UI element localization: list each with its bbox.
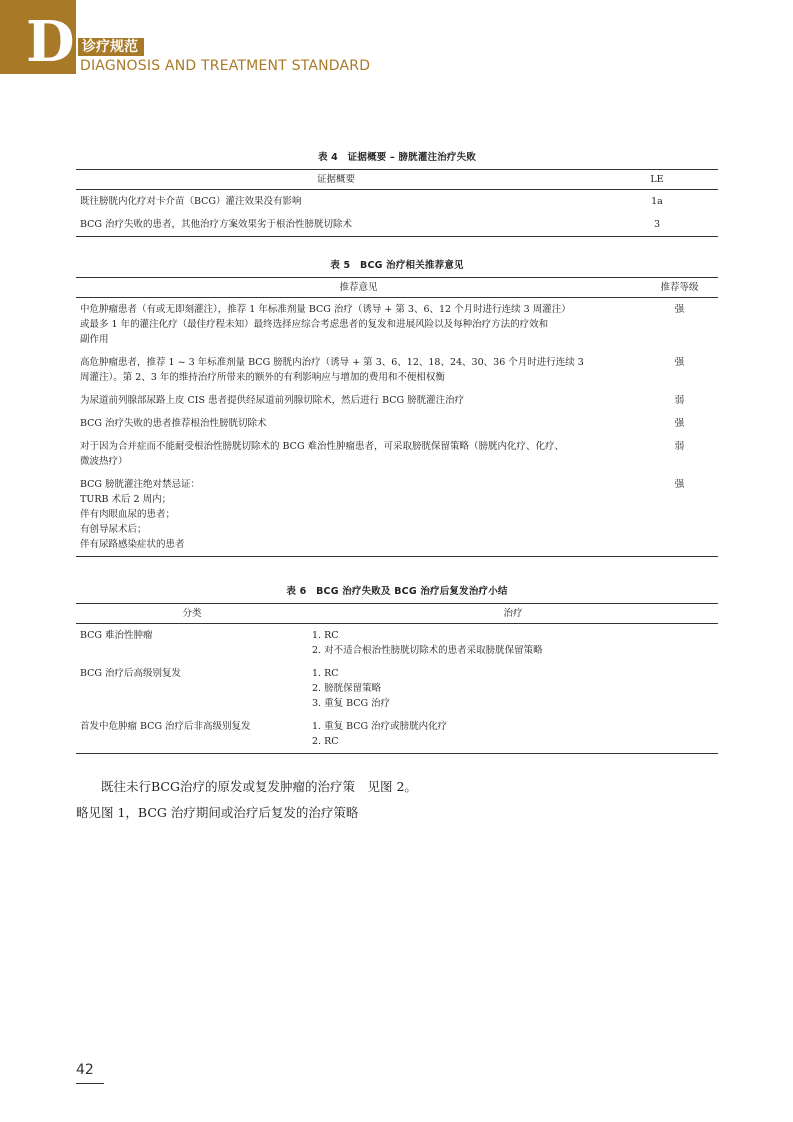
table-5-cell-text: 对于因为合并症而不能耐受根治性膀胱切除术的 BCG 难治性肿瘤患者，可采取膀胱保留策略（膀胱内化疗、化疗、 微波热疗） xyxy=(80,441,565,467)
table-6 xyxy=(76,584,718,754)
table-5 xyxy=(76,258,718,557)
table-6-cell-treatment: 1. RC 2. 膀胱保留策略 3. 重复 BCG 治疗 xyxy=(312,668,391,709)
table-5-cell-grade: 强 xyxy=(641,473,718,557)
table-4-caption: 表 4 证据概要 – 膀胱灌注治疗失败 xyxy=(317,152,477,163)
body-paragraph xyxy=(76,774,718,826)
table-5-caption: 表 5 BCG 治疗相关推荐意见 xyxy=(330,260,464,271)
header-letter: D xyxy=(26,9,75,75)
table-row xyxy=(76,389,718,412)
table-6-cell-treatment: 1. RC 2. 对不适合根治性膀胱切除术的患者采取膀胱保留策略 xyxy=(312,630,543,656)
table-row xyxy=(76,351,718,389)
header-title-cn: 诊疗规范 xyxy=(78,38,144,56)
table-6-header-treatment: 治疗 xyxy=(308,604,718,624)
body-line-2: 略见图 1，BCG 治疗期间或治疗后复发的治疗策略 xyxy=(76,805,359,820)
table-5-header-recommendation: 推荐意见 xyxy=(76,278,641,298)
table-5-cell-text: BCG 膀胱灌注绝对禁忌证： TURB 术后 2 周内； 伴有肉眼血尿的患者； 有创导尿术后； 伴有尿路感染症状的患者 xyxy=(76,473,641,557)
table-row xyxy=(76,662,718,715)
table-5-cell-text: 高危肿瘤患者，推荐 1 ~ 3 年标准剂量 BCG 膀胱内治疗（诱导 + 第 3、6、12、18、24、30、36 个月时进行连续 3 周灌注）。第 2、3 年的维持治疗所带来的额外的有利影响应与增加的费用和不便相权衡 xyxy=(80,357,584,383)
table-5-cell-text: 为尿道前列腺部尿路上皮 CIS 患者提供经尿道前列腺切除术，然后进行 BCG 膀胱灌注治疗 xyxy=(80,395,465,406)
table-6-header-category: 分类 xyxy=(76,604,308,624)
table-4 xyxy=(76,150,718,237)
table-6-cell-category: 首发中危肿瘤 BCG 治疗后非高级别复发 xyxy=(76,715,308,754)
table-6-cell-category: BCG 难治性肿瘤 xyxy=(80,630,153,641)
table-4-cell-level: 3 xyxy=(596,213,718,237)
page-number-rule xyxy=(76,1083,104,1084)
header-title-en: DIAGNOSIS AND TREATMENT STANDARD xyxy=(80,58,371,74)
table-4-cell-text: 既往膀胱内化疗对卡介苗（BCG）灌注效果没有影响 xyxy=(80,196,302,207)
table-4-header-le: LE xyxy=(596,170,718,190)
page-number: 42 xyxy=(76,1062,94,1078)
table-5-cell-text: BCG 治疗失败的患者推荐根治性膀胱切除术 xyxy=(80,418,267,429)
body-line-1: 既往未行BCG治疗的原发或复发肿瘤的治疗策 见图 2。 xyxy=(101,779,417,794)
table-row xyxy=(76,435,718,473)
table-5-cell-grade: 强 xyxy=(674,418,685,429)
header-accent-block xyxy=(0,0,76,74)
table-5-header-grade: 推荐等级 xyxy=(641,278,718,298)
table-row xyxy=(76,190,718,214)
table-6-cell-treatment: 1. 重复 BCG 治疗或膀胱内化疗 2. RC xyxy=(308,715,718,754)
table-5-cell-grade: 弱 xyxy=(674,441,685,452)
table-5-cell-grade: 强 xyxy=(674,304,685,315)
table-row xyxy=(76,715,718,754)
table-4-header-evidence: 证据概要 xyxy=(76,170,596,190)
table-5-cell-grade: 强 xyxy=(674,357,685,368)
table-5-cell-grade: 弱 xyxy=(674,395,685,406)
table-4-cell-level: 1a xyxy=(651,196,663,207)
table-5-cell-text: 中危肿瘤患者（有或无即刻灌注），推荐 1 年标准剂量 BCG 治疗（诱导 + 第 3、6、12 个月时进行连续 3 周灌注） 或最多 1 年的灌注化疗（最佳疗程未知）最终选择应综合考虑患者的复发和进展风险以及每种治疗方法的疗效和 副作用 xyxy=(80,304,571,345)
table-4-cell-text: BCG 治疗失败的患者，其他治疗方案效果劣于根治性膀胱切除术 xyxy=(76,213,596,237)
table-row xyxy=(76,473,718,557)
table-row xyxy=(76,624,718,663)
table-row xyxy=(76,412,718,435)
table-row xyxy=(76,298,718,352)
table-6-cell-category: BCG 治疗后高级别复发 xyxy=(80,668,182,679)
table-row xyxy=(76,213,718,237)
table-6-caption: 表 6 BCG 治疗失败及 BCG 治疗后复发治疗小结 xyxy=(286,586,508,597)
